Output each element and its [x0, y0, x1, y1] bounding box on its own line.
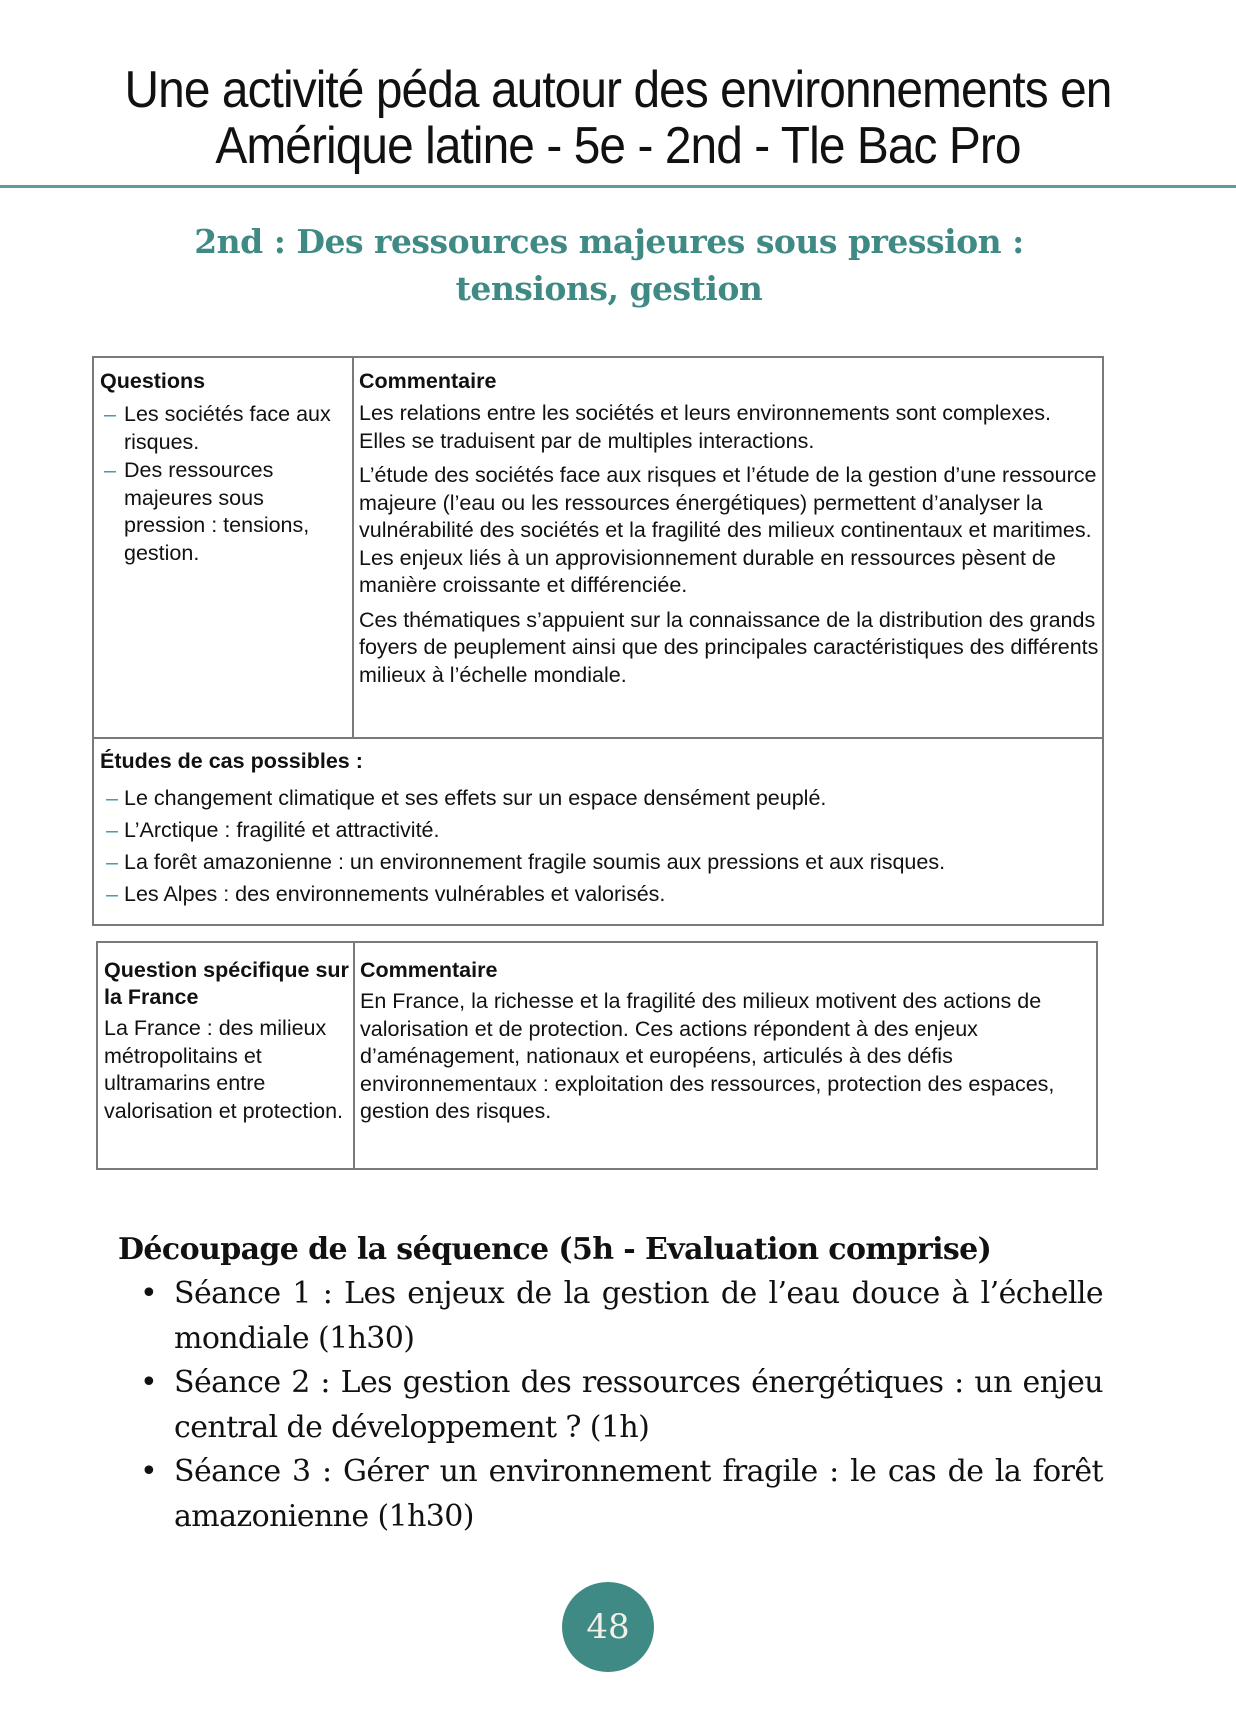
subtitle-line-2: tensions, gestion [455, 269, 763, 308]
sequence-section [118, 1228, 1103, 1539]
commentaire-header: Commentaire [359, 369, 497, 393]
document-title [49, 62, 1186, 174]
seance-item: • Séance 3 : Gérer un environnement fragile : le cas de la forêt amazonienne (1h30) [118, 1450, 1103, 1539]
bullet-icon: • [140, 1454, 158, 1489]
etudes-header: Études de cas possibles : [100, 749, 363, 773]
commentaire-paragraph: Les relations entre les sociétés et leurs environnements sont complexes. Elles se traduisent par de multiples interactions. [359, 401, 1051, 453]
france-table [96, 941, 1098, 1170]
dash-icon: – [106, 818, 118, 842]
title-divider [0, 185, 1236, 188]
section-subtitle [0, 218, 1218, 312]
bullet-icon: • [140, 1276, 158, 1311]
france-commentaire-header: Commentaire [360, 958, 498, 982]
etude-item: – La forêt amazonienne : un environnement fragile soumis aux pressions et aux risques. [100, 846, 1095, 878]
france-question-text: La France : des milieux métropolitains et ultramarins entre valorisation et protection. [104, 1016, 344, 1123]
france-question-header: Question spécifique sur la France [104, 958, 349, 1009]
commentaire-cell [359, 368, 1099, 696]
france-question-cell [104, 957, 349, 1125]
etude-item: – L’Arctique : fragilité et attractivité. [100, 814, 1095, 846]
column-divider [353, 943, 355, 1168]
question-item: – Des ressources majeures sous pression : tensions, gestion. [104, 458, 310, 565]
commentaire-paragraph: L’étude des sociétés face aux risques et l’étude de la gestion d’une ressource majeure (l’eau ou les ressources énergétiques) permettent d’analyser la vulnérabilité des sociétés et la fragilité des milieux continentaux et maritimes. Les enjeux liés à un approvisionnement durable en ressources pèsent de manière croissante et différenciée. [359, 463, 1097, 597]
title-line-1: Une activité péda autour des environnements en [124, 61, 1112, 119]
france-commentaire-text: En France, la richesse et la fragilité des milieux motivent des actions de valorisation et de protection. Ces actions répondent à des enjeux d’aménagement, nationaux et européens, articulés à des défis environnementaux : exploitation des ressources, protection des espaces, gestion des risques. [360, 989, 1055, 1123]
sequence-list [118, 1272, 1103, 1539]
questions-header: Questions [100, 369, 206, 393]
dash-icon: – [106, 882, 118, 906]
programme-table [92, 356, 1104, 926]
questions-cell [100, 368, 345, 567]
subtitle-line-1: 2nd : Des ressources majeures sous pression : [194, 222, 1024, 261]
row-divider [94, 737, 1102, 739]
dash-icon: – [104, 458, 116, 482]
sequence-title: Découpage de la séquence (5h - Evaluation comprise) [118, 1232, 992, 1267]
france-commentaire-cell [360, 957, 1096, 1126]
title-line-2: Amérique latine - 5e - 2nd - Tle Bac Pro [215, 117, 1021, 175]
page-number-badge: 48 [562, 1582, 654, 1672]
dash-icon: – [106, 786, 118, 810]
dash-icon: – [106, 850, 118, 874]
etude-item: – Les Alpes : des environnements vulnérables et valorisés. [100, 878, 1095, 910]
question-item: – Les sociétés face aux risques. [104, 402, 331, 454]
column-divider [352, 358, 354, 737]
etude-item: – Le changement climatique et ses effets sur un espace densément peuplé. [100, 782, 1095, 814]
commentaire-paragraph: Ces thématiques s’appuient sur la connaissance de la distribution des grands foyers de peuplement ainsi que des principales caractéristiques des différents milieux à l’échelle mondiale. [359, 607, 1099, 687]
bullet-icon: • [140, 1365, 158, 1400]
etudes-cell [100, 748, 1095, 910]
dash-icon: – [104, 402, 116, 426]
seance-item: • Séance 1 : Les enjeux de la gestion de l’eau douce à l’échelle mondiale (1h30) [118, 1272, 1103, 1361]
seance-item: • Séance 2 : Les gestion des ressources énergétiques : un enjeu central de développement ? (1h) [118, 1361, 1103, 1450]
